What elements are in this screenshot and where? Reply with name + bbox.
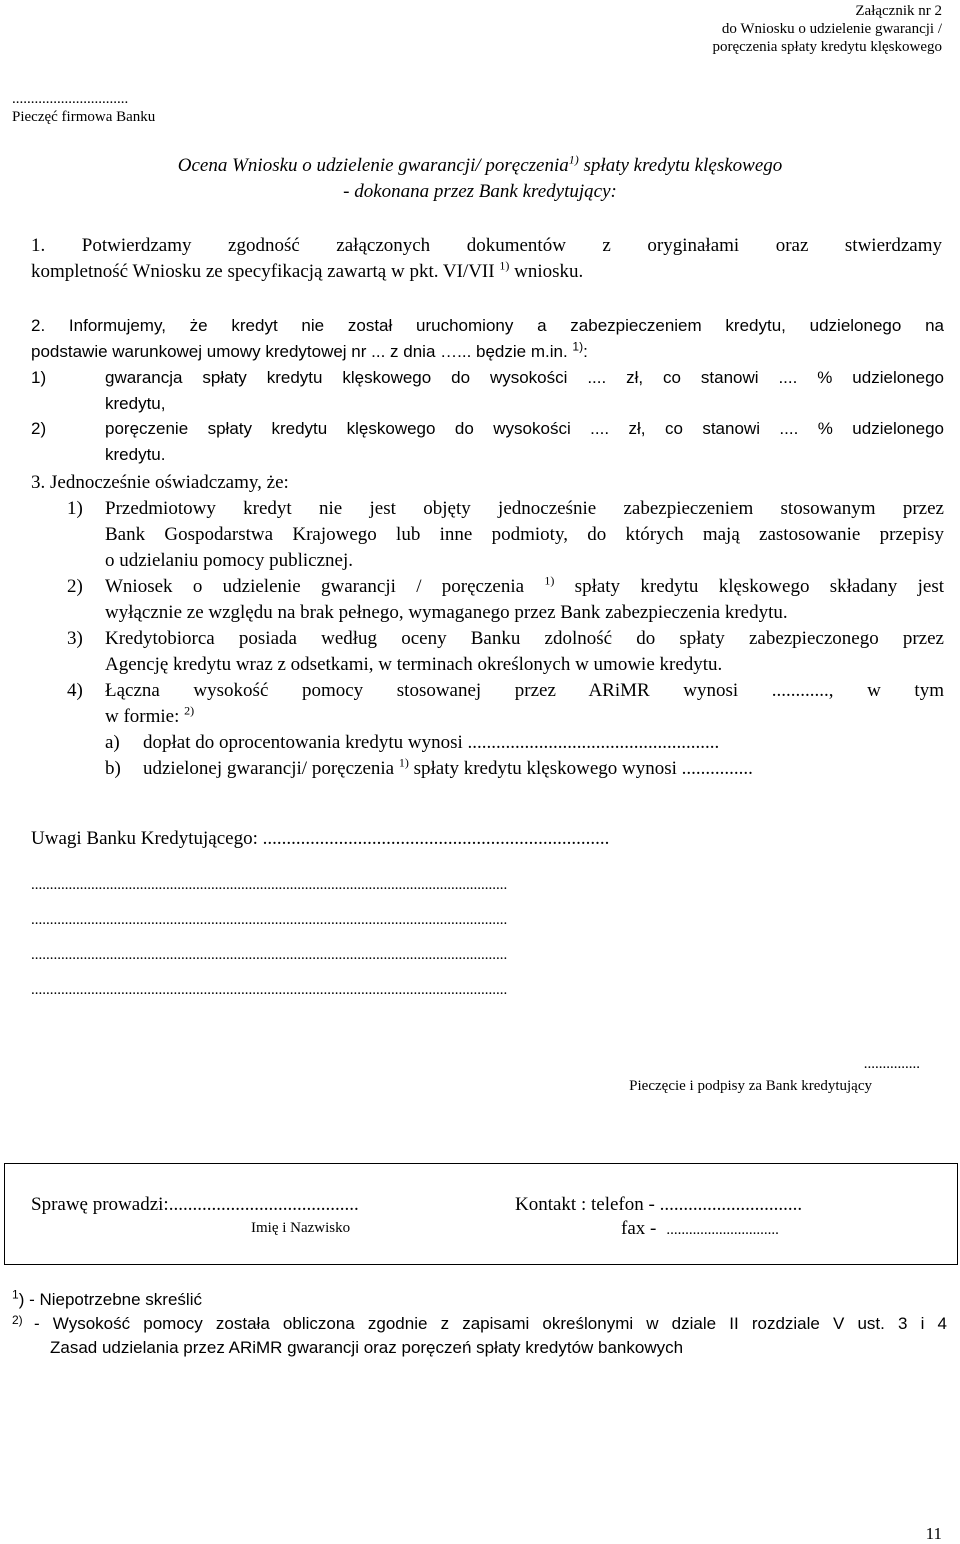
declaration-4-line2: w formie: $^{2)}$	[105, 703, 195, 727]
paragraph-1-line2: kompletność Wniosku ze specyfikacją zawartą w pkt. VI/VII $^{1)}$ wniosku.	[31, 258, 584, 282]
document-title	[0, 153, 960, 205]
guarantee-item-line2: kredytu,	[105, 394, 166, 413]
bank-stamp-label: Pieczęć firmowa Banku	[12, 109, 156, 125]
surety-item-line2: kredytu.	[105, 445, 166, 464]
declaration-3-line2: Agencję kredytu wraz z odsetkami, w terminach określonych w umowie kredytu.	[105, 654, 723, 675]
bank-stamp-dots: ...............................	[12, 91, 129, 107]
remarks-line: ...............................................................................................................................	[31, 982, 508, 998]
paragraph-1	[31, 233, 942, 285]
declaration-3-number: 3)	[67, 628, 83, 649]
footnote-2-line2: Zasad udzielania przez ARiMR gwarancji oraz poręczeń spłaty kredytów bankowych	[50, 1338, 684, 1357]
bank-signature	[629, 1055, 920, 1095]
paragraph-3	[31, 470, 944, 782]
contact-box	[4, 1163, 958, 1265]
footnote-2: 2) - Wysokość pomocy została obliczona zgodnie z zapisami określonymi w dziale II rozdziale V ust. 3 i 4 Zasad udzielania przez ARiMR gwarancji oraz poręczeń spłaty kredytów bankowych	[12, 1312, 947, 1360]
declaration-2-number: 2)	[67, 576, 83, 597]
declaration-2-line2: wyłącznie ze względu na brak pełnego, wymaganego przez Bank zabezpieczenia kredytu.	[105, 602, 788, 623]
contact-phone: Kontakt : telefon - ..............................	[515, 1194, 803, 1215]
page-number: 11	[925, 1524, 942, 1543]
title-line1: Ocena Wniosku o udzielenie gwarancji/ poręczenia$^{1)}$ spłaty kredytu klęskowego	[177, 152, 783, 176]
aid-form-b-letter: b)	[105, 758, 121, 779]
guarantee-item-number: 1)	[31, 368, 47, 387]
paragraph-2-line2: podstawie warunkowej umowy kredytowej nr ... z dnia …... będzie m.in. $^{1)}$:	[31, 339, 588, 361]
attachment-ref-line1: do Wniosku o udzielenie gwarancji /	[721, 21, 942, 37]
footnotes	[12, 1288, 947, 1360]
declaration-3-line1: Kredytobiorca posiada według oceny Banku zdolność do spłaty zabezpieczonego przez	[105, 628, 944, 649]
signature-dots: ...............	[863, 1056, 920, 1072]
guarantee-item	[31, 365, 944, 417]
contact-fax: fax - ..............................	[621, 1218, 779, 1239]
attachment-ref-line2: poręczenia spłaty kredytu klęskowego	[712, 39, 942, 55]
aid-form-a-text: dopłat do oprocentowania kredytu wynosi .....................................................	[143, 732, 720, 753]
remarks-line: ...............................................................................................................................	[31, 912, 508, 928]
attachment-number: Załącznik nr 2	[855, 3, 942, 19]
signature-label: Pieczęcie i podpisy za Bank kredytujący	[629, 1078, 872, 1094]
aid-form-a-letter: a)	[105, 732, 120, 753]
paragraph-3-intro: 3. Jednocześnie oświadczamy, że:	[31, 472, 289, 493]
bank-remarks-lines	[31, 868, 507, 1008]
paragraph-2-line1: 2. Informujemy, że kredyt nie został uruchomiony a zabezpieczeniem kredytu, udzielonego na	[31, 316, 944, 335]
declaration-1-line2: Bank Gospodarstwa Krajowego lub inne podmioty, do których mają zastosowanie przepisy	[105, 524, 944, 545]
footnote-1: $^1$) - Niepotrzebne skreślić	[12, 1287, 202, 1309]
declaration-2-line1: Wniosek o udzielenie gwarancji / poręczenia $^{1)}$ spłaty kredytu klęskowego składany jest	[105, 573, 944, 597]
declaration-4-line1: Łączna wysokość pomocy stosowanej przez ARiMR wynosi ............, w tym	[105, 680, 944, 701]
declaration-4-number: 4)	[67, 680, 83, 701]
surety-item-line1: poręczenie spłaty kredytu klęskowego do wysokości .... zł, co stanowi .... % udzielonego	[105, 419, 944, 438]
paragraph-1-line1: 1. Potwierdzamy zgodność załączonych dokumentów z oryginałami oraz stwierdzamy	[31, 235, 942, 256]
remarks-line: ...............................................................................................................................	[31, 877, 508, 893]
bank-stamp	[12, 90, 155, 126]
declaration-4	[31, 678, 944, 782]
aid-form-a	[105, 730, 944, 756]
handled-by: Sprawę prowadzi:........................................	[31, 1194, 359, 1215]
name-label: Imię i Nazwisko	[251, 1220, 351, 1236]
declaration-1-line3: o udzielaniu pomocy publicznej.	[105, 550, 353, 571]
attachment-header	[712, 2, 942, 56]
bank-remarks-label: Uwagi Banku Kredytującego: .........................................................................	[31, 828, 610, 849]
surety-item	[31, 416, 944, 468]
guarantee-item-line1: gwarancja spłaty kredytu klęskowego do wysokości .... zł, co stanowi .... % udzielonego	[105, 368, 944, 387]
declaration-1-number: 1)	[67, 498, 83, 519]
declaration-1-line1: Przedmiotowy kredyt nie jest objęty jednocześnie zabezpieczeniem stosowanym przez	[105, 498, 944, 519]
declaration-3	[31, 626, 944, 678]
title-line2: - dokonana przez Bank kredytujący:	[343, 181, 617, 202]
declaration-2	[31, 574, 944, 626]
paragraph-2	[31, 313, 944, 468]
aid-form-b-text: udzielonej gwarancji/ poręczenia $^{1)}$ spłaty kredytu klęskowego wynosi ...............	[143, 755, 753, 779]
declaration-1	[31, 496, 944, 574]
remarks-line: ...............................................................................................................................	[31, 947, 508, 963]
surety-item-number: 2)	[31, 419, 47, 438]
footnote-2-line1: - Wysokość pomocy została obliczona zgodnie z zapisami określonymi w dziale II rozdziale V ust. 3 i 4	[34, 1314, 947, 1333]
aid-form-b	[105, 756, 944, 782]
